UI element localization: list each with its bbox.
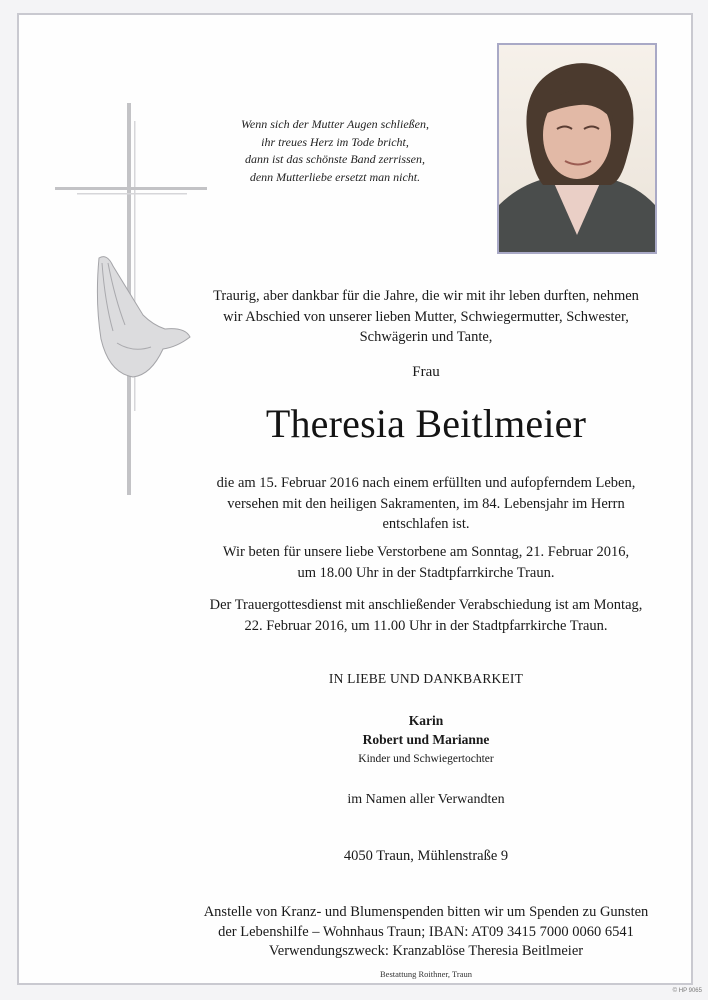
undertaker-footer: Bestattung Roithner, Traun (380, 969, 472, 979)
funeral-notice (150, 595, 702, 636)
intro-line: Traurig, aber dankbar für die Jahre, die wir mit ihr leben durften, nehmen (213, 288, 639, 304)
poem (205, 116, 465, 186)
prayer-line: um 18.00 Uhr in der Stadtpfarrkirche Traun. (297, 564, 555, 581)
prayer-notice (150, 542, 702, 583)
print-code: © HP 9065 (672, 988, 702, 994)
death-notice-line: die am 15. Februar 2016 nach einem erfüllten und aufopferndem Leben, (216, 475, 636, 491)
address: 4050 Traun, Mühlenstraße 9 (343, 848, 509, 864)
donation-line: Verwendungszweck: Kranzablöse Theresia Beitlmeier (268, 943, 584, 959)
poem-line: dann ist das schönste Band zerrissen, (245, 152, 425, 166)
portrait-photo (497, 43, 657, 254)
donation-line: Anstelle von Kranz- und Blumenspenden bitten wir um Spenden zu Gunsten (203, 904, 649, 920)
mourner-relation: Kinder und Schwiegertochter (358, 753, 494, 765)
intro-line: Schwägerin und Tante, (359, 329, 493, 345)
death-notice (150, 473, 702, 535)
deceased-name: Theresia Beitlmeier (265, 401, 587, 446)
mourner-name: Robert und Marianne (362, 732, 490, 747)
relatives-note: im Namen aller Verwandten (347, 792, 505, 807)
prayer-line: Wir beten für unsere liebe Verstorbene am Sonntag, 21. Februar 2016, (222, 544, 630, 560)
poem-line: Wenn sich der Mutter Augen schließen, (241, 117, 429, 131)
intro-line: wir Abschied von unserer lieben Mutter, Schwiegermutter, Schwester, (223, 308, 629, 325)
death-notice-line: versehen mit den heiligen Sakramenten, im 84. Lebensjahr im Herrn (227, 495, 625, 512)
closing-phrase: IN LIEBE UND DANKBARKEIT (328, 671, 524, 686)
poem-line: denn Mutterliebe ersetzt man nicht. (249, 169, 421, 184)
death-notice-line: entschlafen ist. (382, 516, 470, 532)
intro-text (150, 286, 702, 348)
donation-request (150, 903, 702, 962)
mourner-name: Karin (408, 713, 444, 728)
salutation: Frau (412, 364, 440, 380)
funeral-line: Der Trauergottesdienst mit anschließender Verabschiedung ist am Montag, (209, 597, 643, 613)
funeral-line: 22. Februar 2016, um 11.00 Uhr in der Stadtpfarrkirche Traun. (244, 617, 608, 634)
donation-line: der Lebenshilfe – Wohnhaus Traun; IBAN: AT09 3415 7000 0060 6541 (218, 923, 634, 940)
poem-line: ihr treues Herz im Tode bricht, (261, 134, 409, 149)
